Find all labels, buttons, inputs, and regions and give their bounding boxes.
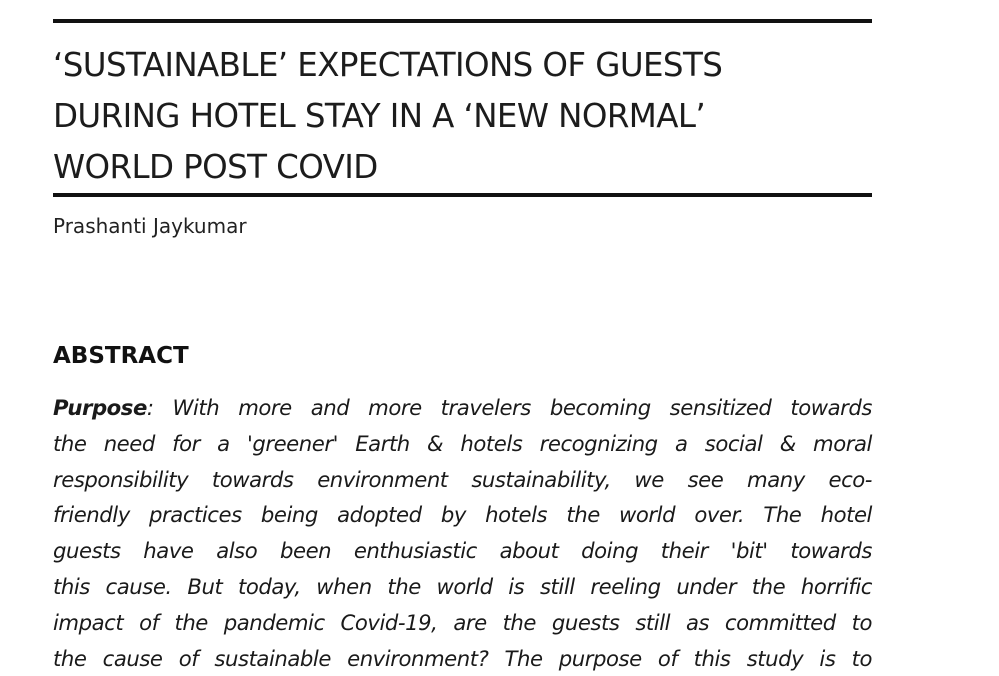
abstract-heading: ABSTRACT: [53, 343, 189, 369]
abstract-line-4: friendly practices being adopted by hotels the world over. The hotel: [53, 502, 872, 528]
paper-title: [53, 40, 872, 193]
abstract-text: [53, 390, 872, 676]
abstract-lead-label: Purpose: [53, 395, 147, 420]
abstract-line-8: the cause of sustainable environment? The purpose of this study is to: [53, 645, 872, 671]
title-line-2: DURING HOTEL STAY IN A ‘NEW NORMAL’: [53, 97, 706, 135]
title-top-rule: [53, 19, 872, 23]
abstract-line-3: responsibility towards environment sustainability, we see many eco-: [53, 466, 872, 492]
title-bottom-rule: [53, 193, 872, 197]
abstract-line-2: the need for a 'greener' Earth & hotels recognizing a social & moral: [53, 430, 872, 456]
abstract-line-5: guests have also been enthusiastic about doing their 'bit' towards: [53, 538, 872, 564]
author-name: Prashanti Jaykumar: [53, 214, 247, 238]
title-line-3: WORLD POST COVID: [53, 148, 378, 186]
title-line-1: ‘SUSTAINABLE’ EXPECTATIONS OF GUESTS: [53, 46, 723, 84]
abstract-line-7: impact of the pandemic Covid-19, are the guests still as committed to: [53, 609, 872, 635]
abstract-lead-text: : With more and more travelers becoming sensitized towards: [146, 395, 872, 420]
abstract-line-1: [53, 390, 872, 426]
abstract-line-6: this cause. But today, when the world is still reeling under the horrific: [53, 573, 872, 599]
